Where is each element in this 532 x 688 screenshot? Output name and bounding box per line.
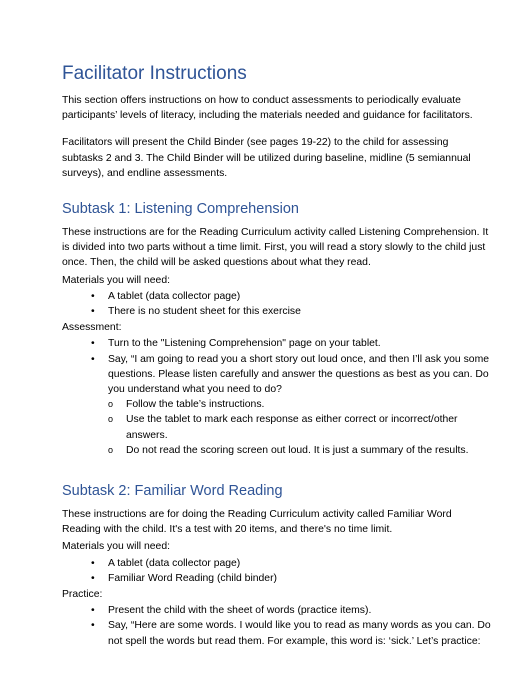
sub-list-item: o Use the tablet to mark each response as either correct or incorrect/other answers. bbox=[108, 412, 492, 442]
page-title: Facilitator Instructions bbox=[62, 63, 247, 84]
list-item-text: Say, “I am going to read you a short story out loud once, and then I’ll ask you some questions. Please listen carefully and answer the questions as best as you can. Do you understand what you need to do? bbox=[108, 353, 490, 396]
subtask2-practice-label: Practice: bbox=[62, 589, 103, 601]
subtask1-heading: Subtask 1: Listening Comprehension bbox=[62, 201, 299, 218]
subtask2-materials-list bbox=[62, 556, 492, 586]
list-item: • Present the child with the sheet of words (practice items). bbox=[91, 603, 492, 618]
list-item: • A tablet (data collector page) bbox=[91, 289, 492, 304]
subtask1-materials-list bbox=[62, 289, 492, 319]
subtask2-materials-label: Materials you will need: bbox=[62, 541, 170, 553]
intro-paragraph-2: Facilitators will present the Child Binder (see pages 19-22) to the child for assessing subtasks 2 and 3. The Child Binder will be utilized during baseline, midline (5 semiannual surveys), and endline assessments. bbox=[62, 137, 471, 179]
list-item: • There is no student sheet for this exercise bbox=[91, 304, 492, 319]
sub-list-item: o Follow the table’s instructions. bbox=[108, 397, 492, 412]
list-item: • Turn to the "Listening Comprehension" page on your tablet. bbox=[91, 336, 492, 351]
subtask1-assessment-list bbox=[62, 336, 492, 458]
subtask1-materials-label: Materials you will need: bbox=[62, 274, 170, 286]
subtask1-substeps-list bbox=[108, 397, 492, 458]
list-item: • Familiar Word Reading (child binder) bbox=[91, 571, 492, 586]
list-item: • Say, “Here are some words. I would like you to read as many words as you can. Do not spell the words but read them. For example, this word is: ‘sick.’ Let’s practice: bbox=[91, 618, 492, 648]
subtask1-assessment-label: Assessment: bbox=[62, 322, 122, 334]
list-item bbox=[91, 352, 492, 458]
subtask1-description: These instructions are for the Reading Curriculum activity called Listening Comprehension. It is divided into two parts without a time limit. First, you will read a story slowly to the child just once. Then, the child will be asked questions about what they read. bbox=[62, 227, 489, 269]
sub-list-item: o Do not read the scoring screen out loud. It is just a summary of the results. bbox=[108, 443, 492, 458]
list-item: • A tablet (data collector page) bbox=[91, 556, 492, 571]
intro-paragraph-1: This section offers instructions on how to conduct assessments to periodically evaluate participants’ levels of literacy, including the materials needed and guidance for facilitators. bbox=[62, 95, 473, 122]
subtask2-description: These instructions are for doing the Reading Curriculum activity called Familiar Word Reading with the child. It's a test with 20 items, and there's no time limit. bbox=[62, 509, 452, 536]
subtask2-practice-list bbox=[62, 603, 492, 649]
subtask2-heading: Subtask 2: Familiar Word Reading bbox=[62, 483, 283, 500]
